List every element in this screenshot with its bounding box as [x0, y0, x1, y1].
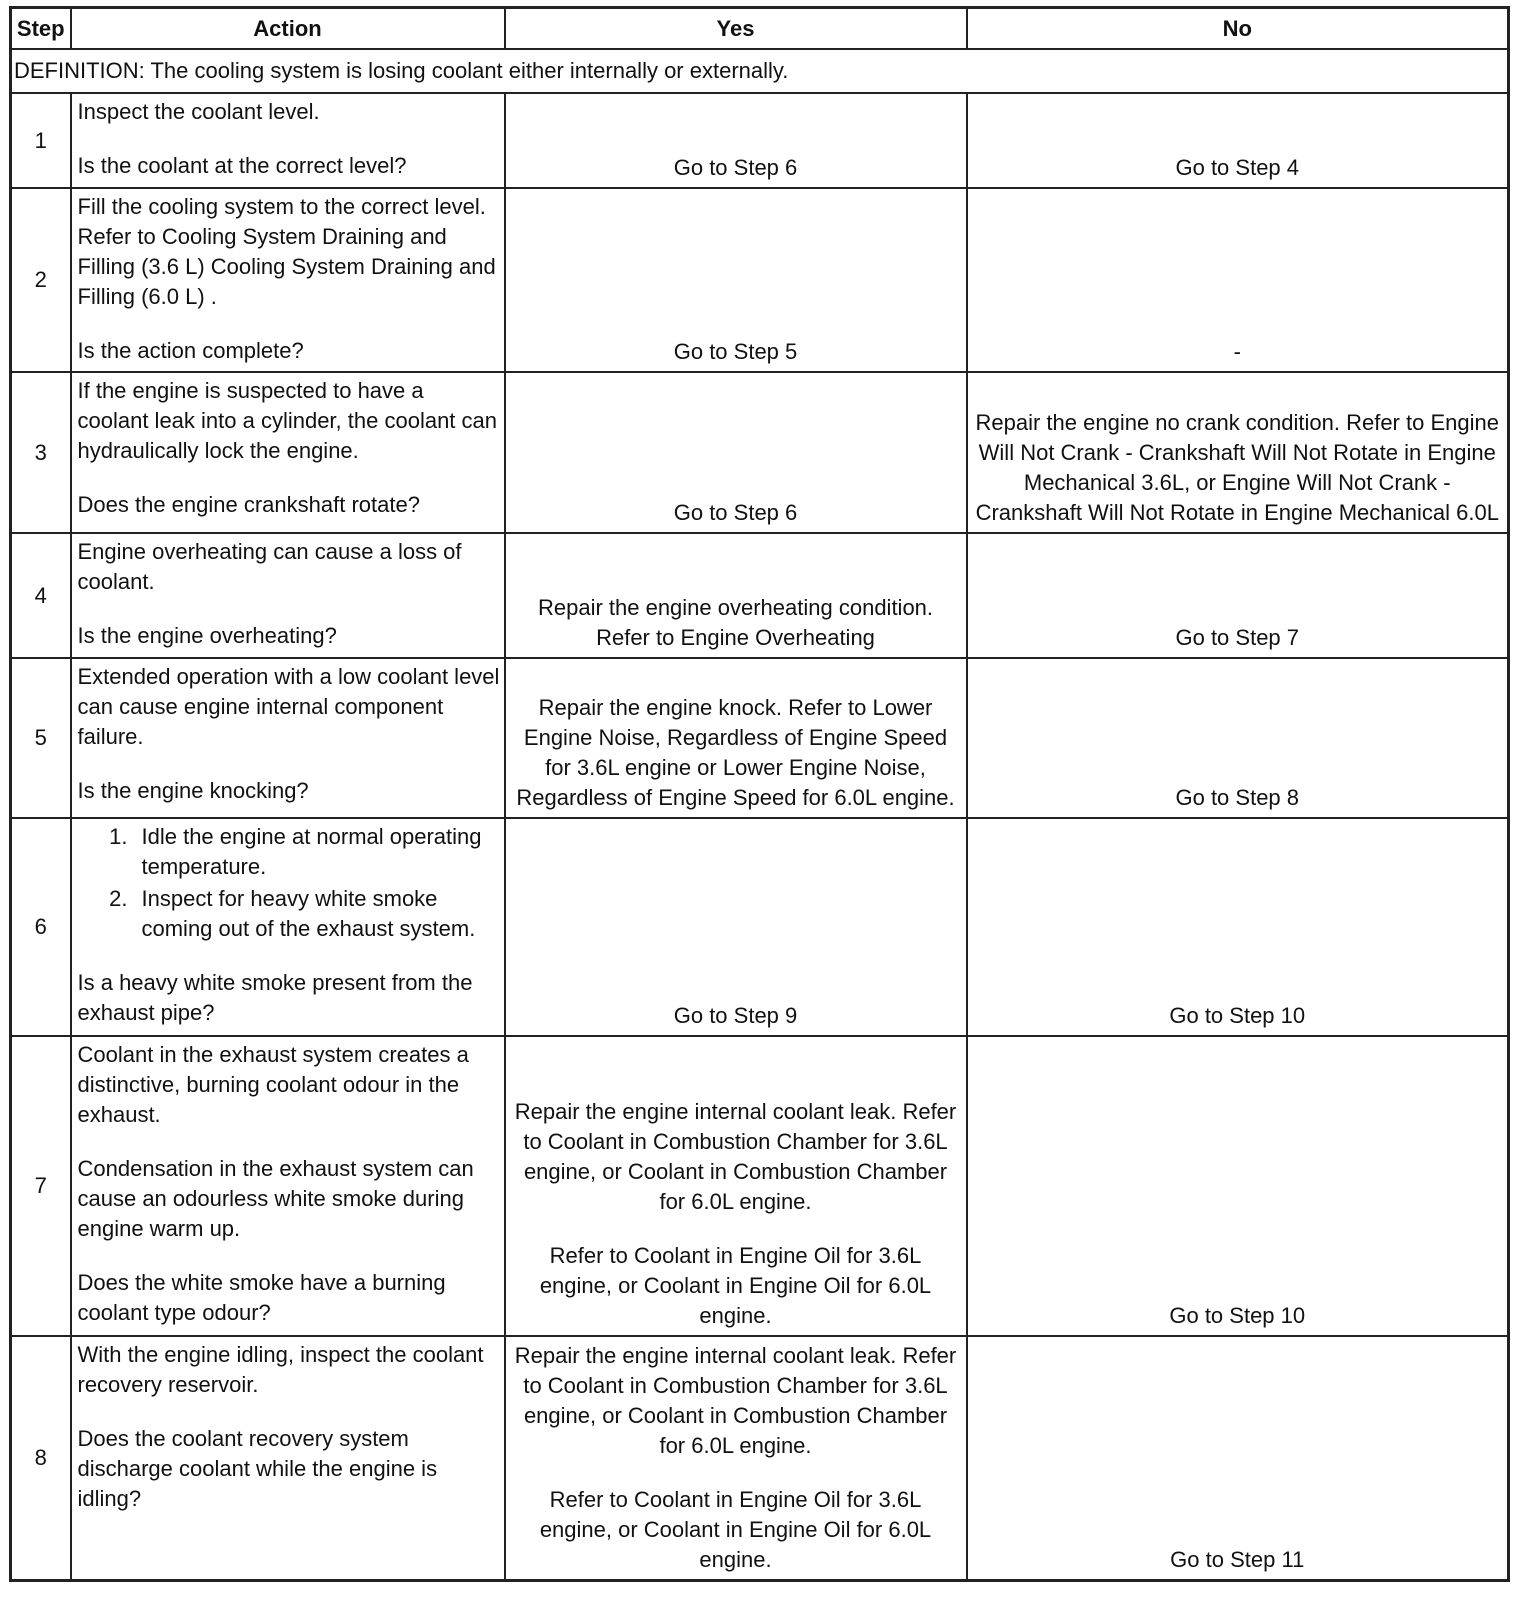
- list-number: 1.: [109, 824, 128, 849]
- table-row: [11, 818, 1509, 1036]
- table-row: [11, 188, 1509, 372]
- table-row: [11, 658, 1509, 818]
- step-number: 3: [11, 372, 71, 533]
- no-text: -: [1233, 339, 1241, 364]
- no-text: Go to Step 8: [1175, 785, 1300, 810]
- yes-text: Repair the engine internal coolant leak. Refer to Coolant in Combustion Chamber for 3.6L engine, or Coolant in Combustion Chamber for 6.0L engine.: [514, 1099, 957, 1214]
- action-text: Inspect the coolant level.: [77, 99, 320, 124]
- action-cell: [71, 1036, 505, 1336]
- list-item: [94, 884, 500, 944]
- no-text: Go to Step 10: [1169, 1003, 1306, 1028]
- step-number: 7: [11, 1036, 71, 1336]
- action-cell: [71, 372, 505, 533]
- step-number: 8: [11, 1336, 71, 1580]
- yes-text: Refer to Coolant in Engine Oil for 3.6L engine, or Coolant in Engine Oil for 6.0L engine.: [539, 1486, 932, 1572]
- definition-text: DEFINITION: The cooling system is losing coolant either internally or externally.: [11, 49, 1509, 93]
- no-text: Repair the engine no crank condition. Refer to Engine Will Not Crank - Crankshaft Will Not Rotate in Engine Mechanical 3.6L, or Engine Will Not Crank - Crankshaft Will Not Rotate in Engine Mechanical 6.0L: [975, 410, 1499, 525]
- no-cell: [967, 188, 1509, 372]
- list-number: 2.: [109, 886, 128, 911]
- yes-text: Go to Step 9: [673, 1003, 798, 1028]
- header-yes: Yes: [505, 8, 967, 50]
- no-cell: [967, 93, 1509, 188]
- action-question: Is the engine overheating?: [77, 623, 337, 648]
- action-text: Extended operation with a low coolant level can cause engine internal component failure.: [77, 664, 500, 749]
- action-question: Is a heavy white smoke present from the exhaust pipe?: [77, 970, 473, 1025]
- action-text: With the engine idling, inspect the coolant recovery reservoir.: [77, 1342, 484, 1397]
- header-action: Action: [71, 8, 505, 50]
- yes-cell: [505, 93, 967, 188]
- header-no: No: [967, 8, 1509, 50]
- step-number: 6: [11, 818, 71, 1036]
- yes-cell: [505, 188, 967, 372]
- table-row: [11, 533, 1509, 658]
- step-number: 1: [11, 93, 71, 188]
- action-cell: [71, 658, 505, 818]
- yes-cell: [505, 818, 967, 1036]
- action-cell: [71, 533, 505, 658]
- table-row: [11, 372, 1509, 533]
- no-cell: [967, 658, 1509, 818]
- yes-text: Go to Step 6: [673, 500, 798, 525]
- action-text: Fill the cooling system to the correct level. Refer to Cooling System Draining and Filling (3.6 L) Cooling System Draining and Filling (6.0 L) .: [77, 194, 496, 309]
- action-cell: [71, 1336, 505, 1580]
- table-row: [11, 93, 1509, 188]
- step-number: 4: [11, 533, 71, 658]
- action-question: Is the engine knocking?: [77, 778, 309, 803]
- yes-text: Repair the engine internal coolant leak. Refer to Coolant in Combustion Chamber for 3.6L engine, or Coolant in Combustion Chamber for 6.0L engine.: [514, 1342, 957, 1458]
- no-text: Go to Step 7: [1175, 625, 1300, 650]
- action-cell: [71, 818, 505, 1036]
- action-cell: [71, 93, 505, 188]
- action-question: Does the engine crankshaft rotate?: [77, 492, 420, 517]
- yes-text: Go to Step 5: [673, 339, 798, 364]
- table-row: [11, 1336, 1509, 1580]
- yes-text: Go to Step 6: [673, 155, 798, 180]
- no-text: Go to Step 10: [1169, 1303, 1306, 1328]
- no-cell: [967, 372, 1509, 533]
- action-question: Does the white smoke have a burning coolant type odour?: [77, 1270, 446, 1325]
- no-cell: [967, 1036, 1509, 1336]
- yes-text: Refer to Coolant in Engine Oil for 3.6L engine, or Coolant in Engine Oil for 6.0L engine.: [539, 1243, 932, 1328]
- action-text: If the engine is suspected to have a coolant leak into a cylinder, the coolant can hydraulically lock the engine.: [77, 378, 497, 463]
- definition-row: [11, 49, 1509, 93]
- header-step: Step: [11, 8, 71, 50]
- yes-text: Repair the engine overheating condition. Refer to Engine Overheating: [537, 595, 934, 650]
- list-text: Inspect for heavy white smoke coming out of the exhaust system.: [141, 886, 476, 941]
- action-question: Is the coolant at the correct level?: [77, 153, 407, 178]
- list-text: Idle the engine at normal operating temperature.: [141, 824, 482, 879]
- no-cell: [967, 1336, 1509, 1580]
- no-cell: [967, 533, 1509, 658]
- action-text: Engine overheating can cause a loss of coolant.: [77, 539, 462, 594]
- diagnostic-table: [9, 6, 1510, 1582]
- action-text: Coolant in the exhaust system creates a distinctive, burning coolant odour in the exhaust.: [77, 1042, 469, 1127]
- yes-cell: [505, 533, 967, 658]
- list-item: [94, 822, 500, 882]
- header-row: [11, 8, 1509, 50]
- no-text: Go to Step 11: [1170, 1546, 1305, 1572]
- no-text: Go to Step 4: [1175, 155, 1300, 180]
- table-row: [11, 1036, 1509, 1336]
- yes-cell: [505, 1036, 967, 1336]
- action-question: Is the action complete?: [77, 338, 304, 363]
- action-text: Condensation in the exhaust system can cause an odourless white smoke during engine warm up.: [77, 1156, 474, 1241]
- action-cell: [71, 188, 505, 372]
- action-question: Does the coolant recovery system discharge coolant while the engine is idling?: [77, 1426, 438, 1511]
- no-cell: [967, 818, 1509, 1036]
- yes-cell: [505, 1336, 967, 1580]
- step-number: 2: [11, 188, 71, 372]
- step-number: 5: [11, 658, 71, 818]
- yes-cell: [505, 372, 967, 533]
- yes-text: Repair the engine knock. Refer to Lower Engine Noise, Regardless of Engine Speed for 3.6L engine or Lower Engine Noise, Regardless of Engine Speed for 6.0L engine.: [516, 695, 955, 810]
- yes-cell: [505, 658, 967, 818]
